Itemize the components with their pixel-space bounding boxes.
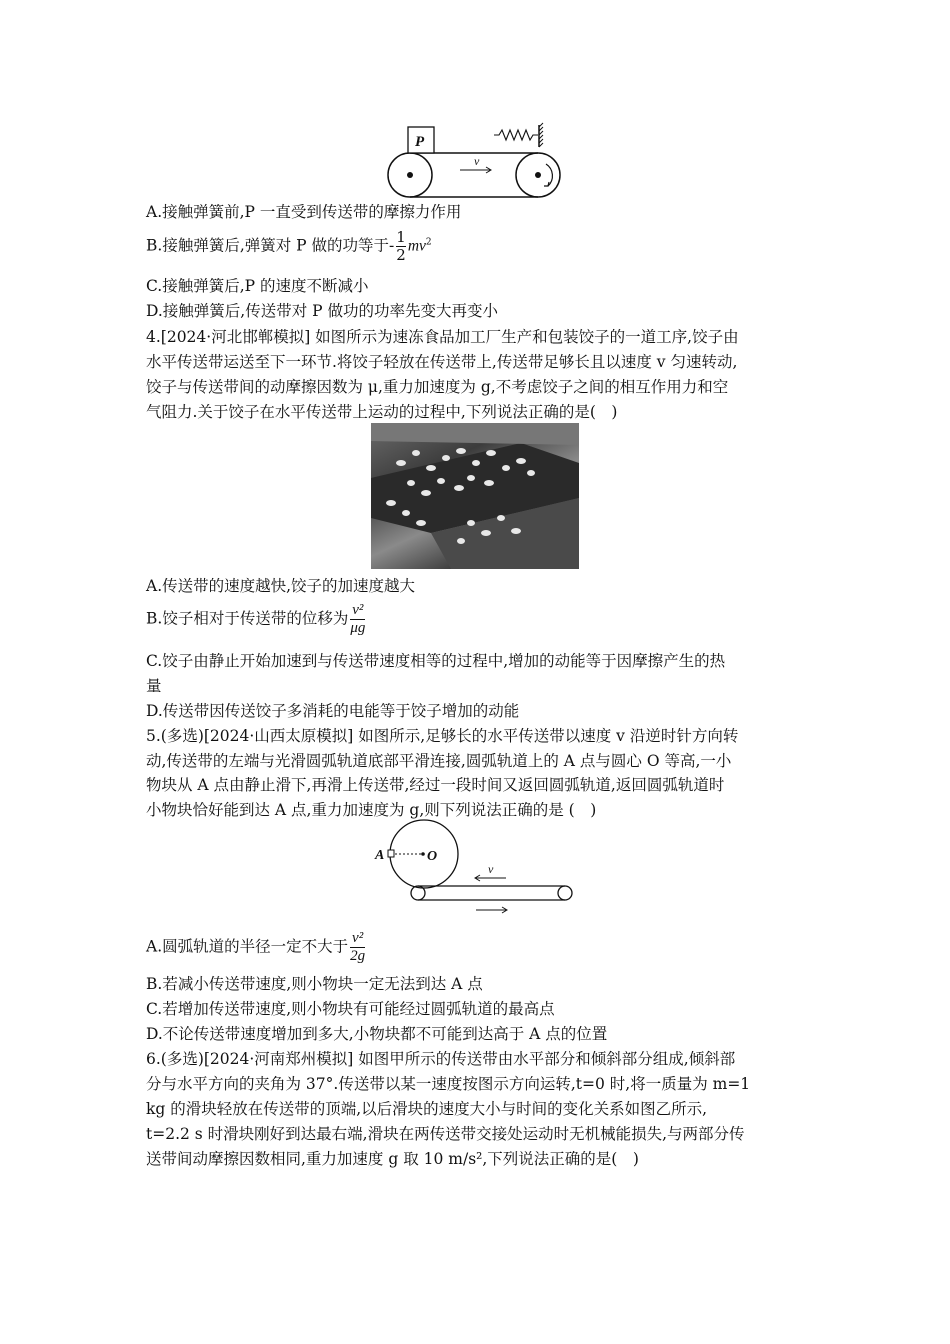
block-p-label: P — [415, 134, 425, 150]
mv-term: mv — [407, 237, 426, 255]
velocity-label: v — [474, 154, 480, 168]
right-roller — [558, 886, 572, 900]
frac-num: 1 — [396, 228, 406, 246]
q5-stem-line-1: 5.(多选)[2024·山西太原模拟] 如图所示,足够长的水平传送带以速度 v 沿逆时针方向转 — [146, 727, 739, 745]
q3-option-a[interactable]: A.接触弹簧前,P 一直受到传送带的摩擦力作用 — [146, 203, 462, 221]
point-o-label: O — [427, 849, 438, 864]
mv-exp: 2 — [425, 237, 432, 248]
q4-option-a[interactable]: A.传送带的速度越快,饺子的加速度越大 — [146, 577, 416, 595]
fraction-v2-2g — [350, 930, 365, 965]
q3-option-b-text: B.接触弹簧后,弹簧对 P 做的功等于- — [146, 236, 395, 255]
q3-option-b[interactable] — [146, 229, 432, 264]
block-at-a — [388, 850, 394, 857]
q4-stem-line-2: 水平传送带运送至下一环节.将饺子轻放在传送带上,传送带足够长且以速度 v 匀速转动, — [146, 353, 738, 371]
q4-option-d[interactable]: D.传送带因传送饺子多消耗的电能等于饺子增加的动能 — [146, 702, 520, 720]
q4-option-b[interactable] — [146, 602, 367, 637]
q5-stem-line-3: 物块从 A 点由静止滑下,再滑上传送带,经过一段时间又返回圆弧轨道,返回圆弧轨道时 — [146, 776, 725, 794]
q3-option-d[interactable]: D.接触弹簧后,传送带对 P 做功的功率先变大再变小 — [146, 302, 499, 320]
q5-stem-line-2: 动,传送带的左端与光滑圆弧轨道底部平滑连接,圆弧轨道上的 A 点与圆心 O 等高,一小 — [146, 752, 732, 770]
q5-stem-line-4: 小物块恰好能到达 A 点,重力加速度为 g,则下列说法正确的是 ( ) — [146, 801, 597, 819]
q4-stem-line-1: 4.[2024·河北邯郸模拟] 如图所示为速冻食品加工厂生产和包装饺子的一道工序,饺子由 — [146, 328, 739, 346]
spring — [494, 130, 538, 140]
q5-option-d[interactable]: D.不论传送带速度增加到多大,小物块都不可能到达高于 A 点的位置 — [146, 1025, 608, 1043]
q6-stem-line-4: t=2.2 s 时滑块刚好到达最右端,滑块在两传送带交接处运动时无机械能损失,与两部分传 — [146, 1125, 745, 1143]
q5-option-a[interactable] — [146, 930, 367, 965]
belt-velocity-label: v — [488, 862, 494, 876]
q5-option-a-text: A.圆弧轨道的半径一定不大于 — [146, 937, 349, 956]
fraction-half — [396, 229, 406, 264]
q5-option-c[interactable]: C.若增加传送带速度,则小物块有可能经过圆弧轨道的最高点 — [146, 1000, 555, 1018]
q6-stem-line-2: 分与水平方向的夹角为 37°.传送带以某一速度按图示方向运转,t=0 时,将一质量为 m=1 — [146, 1075, 751, 1093]
frac-den: 2g — [350, 948, 366, 964]
q6-stem-line-1: 6.(多选)[2024·河南郑州模拟] 如图甲所示的传送带由水平部分和倾斜部分组成,倾斜部 — [146, 1050, 736, 1068]
arc-track-conveyor-figure — [372, 818, 582, 914]
q4-stem-line-3: 饺子与传送带间的动摩擦因数为 μ,重力加速度为 g,不考虑饺子之间的相互作用力和空 — [146, 378, 729, 396]
q4-option-c-line-2: 量 — [146, 677, 162, 695]
frac-den: 2 — [396, 246, 406, 264]
dumpling-conveyor-photo — [371, 423, 579, 569]
q6-stem-line-5: 送带间动摩擦因数相同,重力加速度 g 取 10 m/s²,下列说法正确的是( ) — [146, 1150, 639, 1168]
q3-option-c[interactable]: C.接触弹簧后,P 的速度不断减小 — [146, 277, 369, 295]
q4-option-c-line-1[interactable]: C.饺子由静止开始加速到与传送带速度相等的过程中,增加的动能等于因摩擦产生的热 — [146, 652, 726, 670]
q4-option-b-text: B.饺子相对于传送带的位移为 — [146, 609, 349, 628]
q5-option-b[interactable]: B.若减小传送带速度,则小物块一定无法到达 A 点 — [146, 975, 483, 993]
q6-stem-line-3: kg 的滑块轻放在传送带的顶端,以后滑块的速度大小与时间的变化关系如图乙所示, — [146, 1100, 708, 1118]
conveyor-spring-figure — [386, 120, 566, 200]
fraction-v2-mug — [350, 602, 365, 637]
q4-stem-line-4: 气阻力.关于饺子在水平传送带上运动的过程中,下列说法正确的是( ) — [146, 403, 618, 421]
frac-den: μg — [350, 620, 366, 636]
frac-num: v² — [352, 602, 364, 618]
point-a-label: A — [375, 848, 385, 863]
frac-num: v² — [352, 930, 364, 946]
